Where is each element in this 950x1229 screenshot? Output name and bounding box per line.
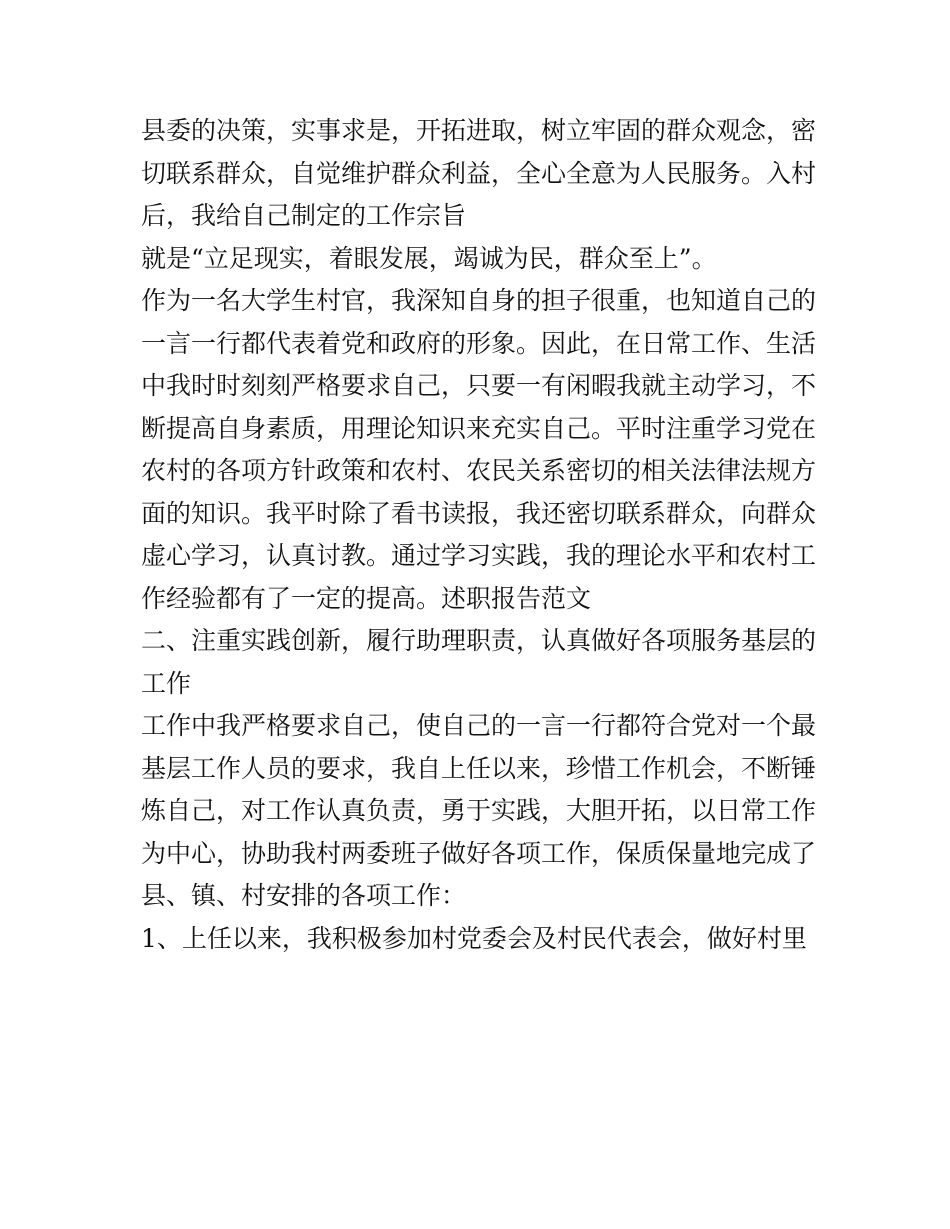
list-item: 1、上任以来，我积极参加村党委会及村民代表会，做好村里 (141, 923, 807, 953)
text-line: 县委的决策，实事求是，开拓进取，树立牢固的群众观念，密 (141, 116, 817, 145)
text-line: 虚心学习，认真讨教。通过学习实践，我的理论水平和农村工 (141, 541, 817, 570)
text-line: 面的知识。我平时除了看书读报，我还密切联系群众，向群众 (141, 498, 817, 528)
text-line: 县、镇、村安排的各项工作： (141, 881, 467, 910)
section-heading: 二、注重实践创新，履行助理职责，认真做好各项服务基层的 (141, 626, 817, 655)
text-line: 一言一行都代表着党和政府的形象。因此，在日常工作、生活 (141, 328, 817, 358)
text-line: 基层工作人员的要求，我自上任以来，珍惜工作机会，不断锤 (141, 753, 817, 783)
text-line: 为中心，协助我村两委班子做好各项工作，保质保量地完成了 (141, 838, 817, 868)
text-line: 切联系群众，自觉维护群众利益，全心全意为人民服务。入村 (141, 158, 817, 188)
text-line: 农村的各项方针政策和农村、农民关系密切的相关法律法规方 (141, 456, 817, 485)
body-text (141, 110, 821, 960)
text-line: 就是“立足现实，着眼发展，竭诚为民，群众至上”。 (141, 243, 717, 273)
text-line: 断提高自身素质，用理论知识来充实自己。平时注重学习党在 (141, 413, 817, 443)
text-line: 工作中我严格要求自己，使自己的一言一行都符合党对一个最 (141, 711, 817, 740)
text-line: 炼自己，对工作认真负责，勇于实践，大胆开拓，以日常工作 (141, 796, 817, 825)
text-line: 作为一名大学生村官，我深知自身的担子很重，也知道自己的 (141, 286, 817, 315)
section-heading-continued: 工作 (141, 668, 192, 698)
text-line: 后，我给自己制定的工作宗旨 (141, 201, 467, 230)
text-line: 中我时时刻刻严格要求自己，只要一有闲暇我就主动学习，不 (141, 371, 817, 400)
text-line: 作经验都有了一定的提高。述职报告范文 (141, 583, 592, 613)
